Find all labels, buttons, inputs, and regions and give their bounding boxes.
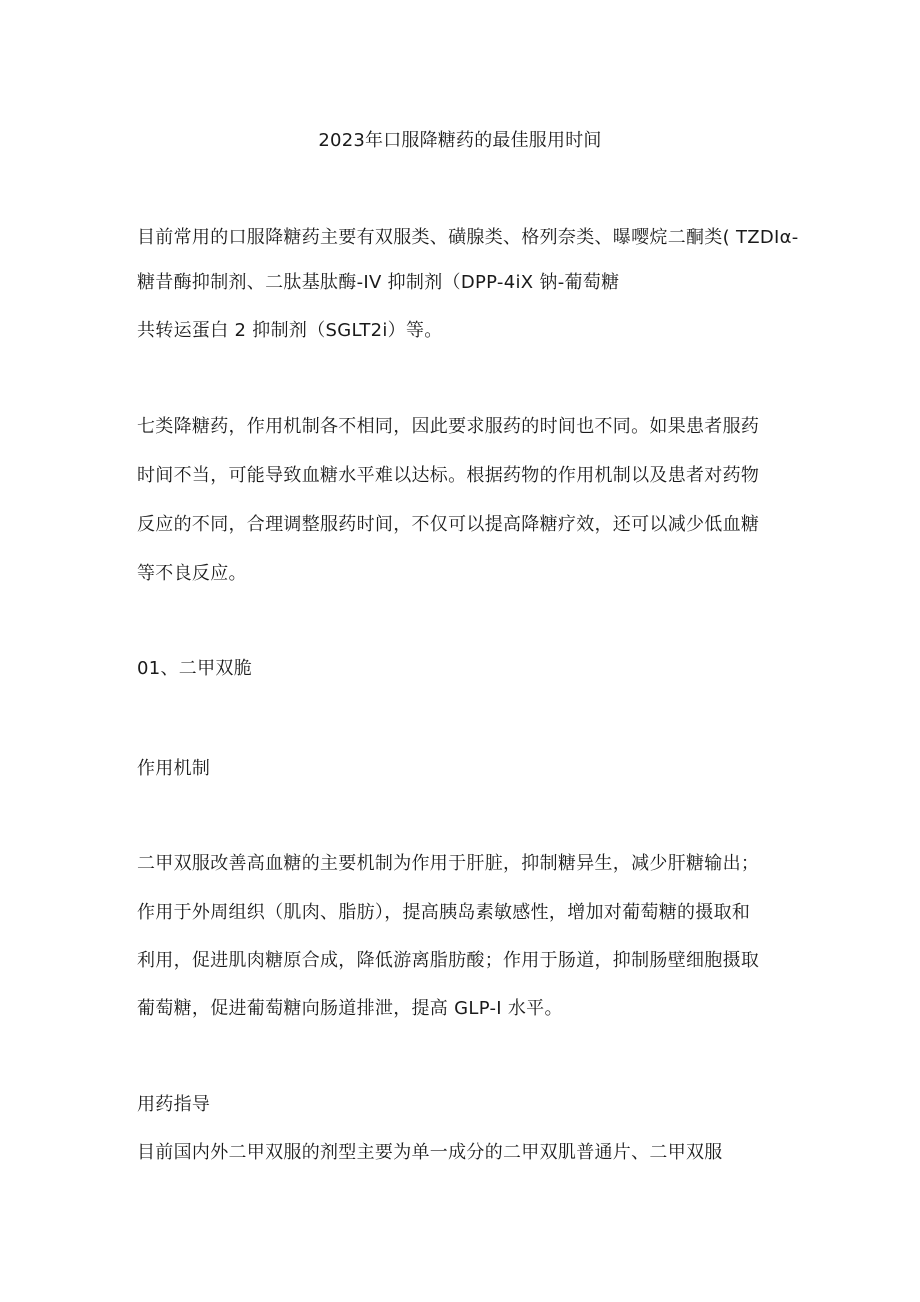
paragraph-line-1: 七类降糖药，作用机制各不相同，因此要求服药的时间也不同。如果患者服药 [137,416,760,437]
mechanism-line-1: 二甲双服改善高血糖的主要机制为作用于肝脏，抑制糖异生，减少肝糖输出； [137,853,760,874]
intro-line-1: 目前常用的口服降糖药主要有双服类、磺腺类、格列奈类、曝嘤烷二酮类( TZDIα- [137,227,799,248]
mechanism-line-2: 作用于外周组织（肌肉、脂肪），提高胰岛素敏感性，增加对葡萄糖的摄取和 [137,902,751,923]
subheading-mechanism: 作用机制 [137,758,211,779]
intro-line-2: 糖昔酶抑制剂、二肽基肽酶-IV 抑制剂（DPP-4iX 钠-葡萄糖 [137,272,620,293]
mechanism-line-4: 葡萄糖，促进葡萄糖向肠道排泄，提高 GLP-I 水平。 [137,998,563,1019]
mechanism-line-3: 利用，促进肌肉糖原合成，降低游离脂肪酸；作用于肠道，抑制肠壁细胞摄取 [137,950,760,971]
intro-line-3: 共转运蛋白 2 抑制剂（SGLT2i）等。 [137,320,443,341]
paragraph-line-4: 等不良反应。 [137,563,247,584]
guidance-line-1: 目前国内外二甲双服的剂型主要为单一成分的二甲双肌普通片、二甲双服 [137,1142,723,1163]
paragraph-line-2: 时间不当，可能导致血糖水平难以达标。根据药物的作用机制以及患者对药物 [137,465,760,486]
paragraph-line-3: 反应的不同，合理调整服药时间，不仅可以提高降糖疗效，还可以减少低血糖 [137,514,760,535]
document-title: 2023年口服降糖药的最佳服用时间 [318,130,602,151]
subheading-guidance: 用药指导 [137,1094,211,1115]
section-heading: 01、二甲双脆 [137,658,253,679]
